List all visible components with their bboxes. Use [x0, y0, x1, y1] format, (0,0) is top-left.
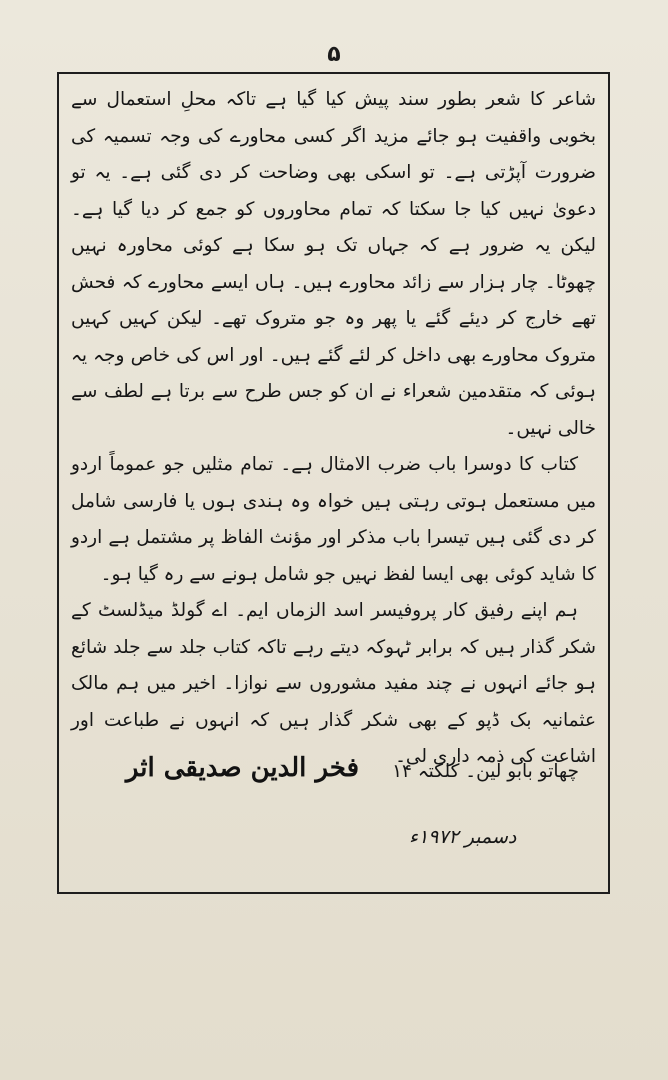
page-number: ۵	[327, 42, 341, 67]
text-frame	[57, 72, 610, 894]
paragraph-2: کتاب کا دوسرا باب ضرب الامثال ہے۔ تمام مثلیں جو عموماً اردو میں مستعمل ہوتی رہتی ہیں خواہ وہ ہندی ہوں یا فارسی شامل کر دی گئی ہیں تیسرا باب مذکر اور مؤنث الفاظ پر مشتمل ہے اردو کا شاید کوئی بھی ایسا لفظ نہیں جو شامل ہونے سے رہ گیا ہو۔	[71, 454, 596, 585]
body-text	[71, 82, 596, 776]
signature-row	[89, 753, 579, 797]
paragraph-3: ہم اپنے رفیق کار پروفیسر اسد الزماں ایم۔ اے گولڈ میڈلسٹ کے شکر گذار ہیں کہ برابر ٹہوکہ دیتے رہے تاکہ کتاب جلد سے جلد شائع ہو جائے انہوں نے چند مفید مشوروں سے نوازا۔ اخیر میں ہم مالک عثمانیہ بک ڈپو کے بھی شکر گذار ہیں کہ انہوں نے طباعت اور اشاعت کی ذمہ داری لی۔	[71, 600, 596, 767]
author-signature: فخر الدین صدیقی اثر	[125, 753, 359, 783]
address: چھاتو بابو لین۔ کلکتہ ۱۴	[392, 761, 579, 782]
paragraph-1: شاعر کا شعر بطور سند پیش کیا گیا ہے تاکہ محلِ استعمال سے بخوبی واقفیت ہو جائے مزید اگر کسی محاورے کی وجہ تسمیہ کی ضرورت آپڑتی ہے۔ تو اسکی بھی وضاحت کر دی گئی ہے۔ یہ تو دعویٰ نہیں کیا جا سکتا کہ تمام محاوروں کو جمع کر دیا گیا ہے۔ لیکن یہ ضرور ہے کہ جہاں تک ہو سکا ہے کوئی محاورہ نہیں چھوٹا۔ چار ہزار سے زائد محاورے ہیں۔ ہاں ایسے محاورے کہ فحش تھے خارج کر دیئے گئے یا پھر وہ جو متروک تھے۔ لیکن کہیں کہیں متروک محاورے بھی داخل کر لئے گئے ہیں۔ اور اس کی خاص وجہ یہ ہوئی کہ متقدمین شعراء نے ان کو جس طرح سے برتا ہے لطف سے خالی نہیں۔	[71, 89, 596, 439]
date: دسمبر ۱۹۷۲ء	[409, 826, 517, 848]
